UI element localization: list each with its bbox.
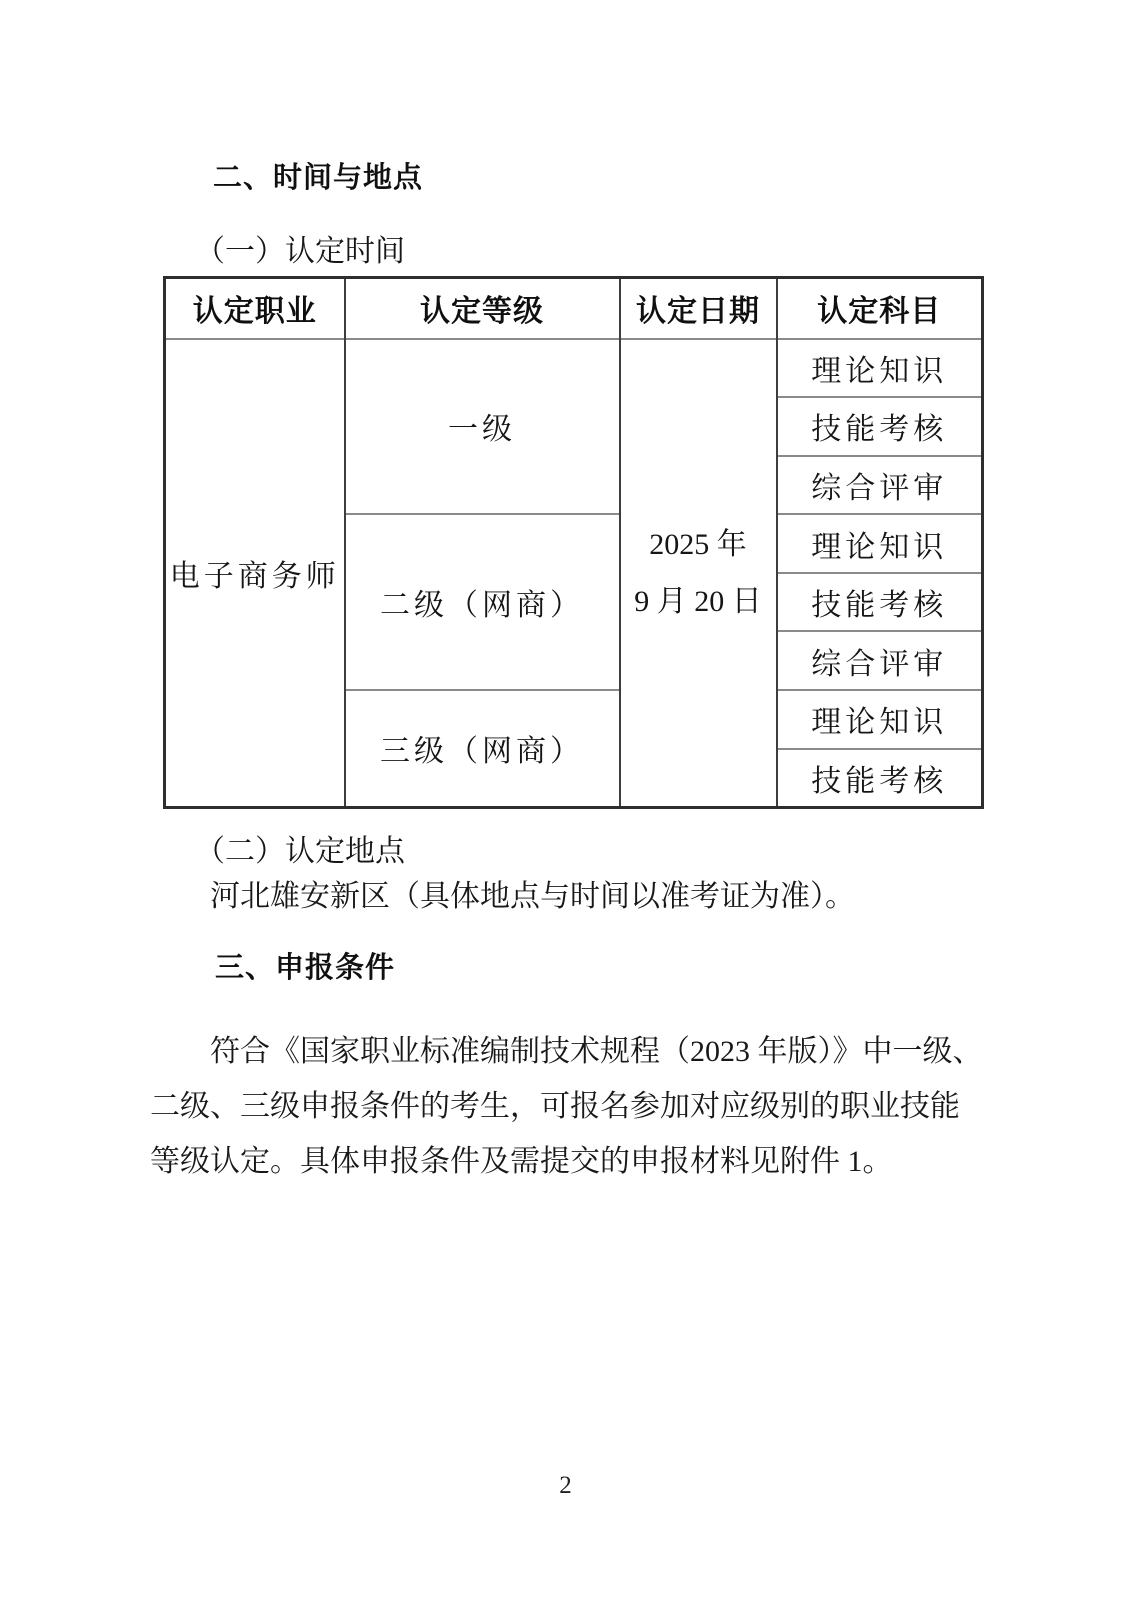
- certification-schedule-table: [163, 276, 984, 809]
- occupation-cell: 电子商务师: [165, 339, 345, 808]
- date-cell: [620, 339, 777, 808]
- level-2-cell: 二级（网商）: [345, 514, 620, 690]
- date-line-1: 2025 年: [649, 527, 747, 561]
- table-row: [165, 339, 983, 398]
- subject-cell: 综合评审: [777, 631, 983, 690]
- page-number: 2: [559, 1472, 572, 1499]
- column-header-level: 认定等级: [345, 278, 620, 339]
- paragraph-line: 符合《国家职业标准编制技术规程（2023 年版）》中一级、: [210, 1034, 983, 1068]
- level-1-cell: 一级: [345, 339, 620, 515]
- subject-cell: 技能考核: [777, 397, 983, 456]
- subject-cell: 技能考核: [777, 573, 983, 632]
- paragraph-line: 二级、三级申报条件的考生，可报名参加对应级别的职业技能: [150, 1089, 960, 1123]
- subject-cell: 理论知识: [777, 514, 983, 573]
- column-header-date: 认定日期: [620, 278, 777, 339]
- document-content: [0, 158, 1131, 1189]
- subsection-1-heading: （一）认定时间: [195, 235, 405, 268]
- table-header-row: [165, 278, 983, 339]
- application-conditions-paragraph: [150, 1024, 985, 1189]
- level-3-cell: 三级（网商）: [345, 690, 620, 807]
- location-paragraph: 河北雄安新区（具体地点与时间以准考证为准）。: [210, 879, 855, 913]
- subject-cell: 技能考核: [777, 749, 983, 808]
- subject-cell: 综合评审: [777, 456, 983, 515]
- column-header-occupation: 认定职业: [165, 278, 345, 339]
- paragraph-line: 等级认定。具体申报条件及需提交的申报材料见附件 1。: [150, 1144, 893, 1178]
- date-line-2: 9 月 20 日: [634, 584, 762, 618]
- subject-cell: 理论知识: [777, 690, 983, 749]
- section-3-heading: 三、申报条件: [215, 949, 396, 984]
- section-2-heading: 二、时间与地点: [213, 160, 424, 194]
- column-header-subject: 认定科目: [777, 278, 983, 339]
- subsection-2-heading: （二）认定地点: [195, 834, 405, 868]
- subject-cell: 理论知识: [777, 339, 983, 398]
